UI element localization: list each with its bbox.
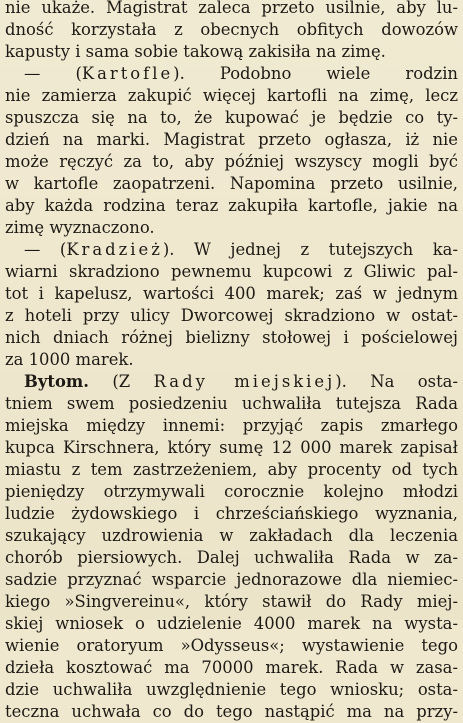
dash-open: — ( bbox=[24, 64, 82, 83]
text-line: skiej wniosek o udzielenie 4000 marek na wysta- bbox=[5, 614, 458, 633]
text-line: dność korzystała z obecnych obfitych dowozów bbox=[5, 20, 458, 39]
text-line: dzieła kosztować ma 70000 marek. Rada w zasa- bbox=[5, 658, 458, 677]
text-line: kupca Kirschnera, który sumę 12 000 marek zapisał bbox=[5, 438, 458, 457]
text-line: wiarni skradziono pewnemu kupcowi z Gliwic pal- bbox=[5, 262, 458, 281]
text-line: miastu z tem zastrzeżeniem, aby procenty od tych bbox=[5, 460, 458, 479]
text-line: miejska między innemi: przyjąć zapis zmarłego bbox=[5, 416, 458, 435]
text-line: nie zamierza zakupić więcej kartofli na zimę, lecz bbox=[5, 86, 458, 105]
text-line: za 1000 marek. bbox=[5, 350, 134, 369]
text-line: kapusty i sama sobie takową zakisiła na zimę. bbox=[5, 42, 386, 61]
text-line: sadzie przyznać wsparcie jednorazowe dla niemiec- bbox=[5, 570, 458, 589]
text-line: dzień na marki. Magistrat przeto ogłasza, iż nie bbox=[5, 130, 458, 149]
text-line: nich dniach różnej bielizny stołowej i pościelowej bbox=[5, 328, 458, 347]
text-line: w kartofle zaopatrzeni. Napomina przeto usilnie, bbox=[5, 174, 458, 193]
place-name-bytom: Bytom. bbox=[24, 372, 89, 391]
text-line: aby każda rodzina teraz zakupiła kartofle, jakie na bbox=[5, 196, 458, 215]
text-line: spuszcza się na to, że kupować je będzie co ty- bbox=[5, 108, 458, 127]
text-line: szukający uzdrowienia w zakładach dla leczenia bbox=[5, 526, 458, 545]
dash-open: — ( bbox=[24, 240, 67, 259]
section-heading-kartofle: Kartofle bbox=[81, 64, 174, 83]
section-heading-line-kradziez bbox=[24, 238, 458, 261]
section-heading-line-bytom bbox=[24, 370, 458, 393]
text-line: dzie uchwaliła uwzględnienie tego wniosku; osta- bbox=[5, 680, 458, 699]
section-heading-line-kartofle bbox=[24, 62, 458, 85]
heading-close: ). W jednej z tutejszych ka- bbox=[162, 240, 458, 259]
text-line: chorób piersiowych. Dalej uchwaliła Rada w za- bbox=[5, 548, 458, 567]
text-line: wienie oratoryum »Odysseus«; wystawienie tego bbox=[5, 636, 458, 655]
section-heading-kradziez: Kradzież bbox=[66, 240, 163, 259]
text-line: kiego »Singvereinu«, który stawił do Rady miej- bbox=[5, 592, 458, 611]
text-line: może ręczyć za to, aby później wszyscy mogli być bbox=[5, 152, 458, 171]
section-heading-rady-miejskiej: Rady miejskiej bbox=[153, 372, 336, 391]
text-line: tniem swem posiedzeniu uchwaliła tutejsza Rada bbox=[5, 394, 458, 413]
text-line: tot i kapelusz, wartości 400 marek; zaś w jednym bbox=[5, 284, 458, 303]
text-line: zimę wyznaczono. bbox=[5, 218, 155, 237]
heading-close: ). Na osta- bbox=[335, 372, 458, 391]
heading-open: (Z bbox=[88, 372, 154, 391]
text-line: ludzie żydowskiego i chrześciańskiego wyznania, bbox=[5, 504, 458, 523]
text-line: teczna uchwała co do tego nastąpić ma na przy- bbox=[5, 702, 458, 721]
text-line: pieniędzy otrzymywali corocznie kolejno młodzi bbox=[5, 482, 458, 501]
text-line: nie ukaże. Magistrat zaleca przeto usilnie, aby lu- bbox=[5, 0, 458, 17]
text-line: z hoteli przy ulicy Dworcowej skradziono w ostat- bbox=[5, 306, 458, 325]
heading-close: ). Podobno wiele rodzin bbox=[173, 64, 458, 83]
